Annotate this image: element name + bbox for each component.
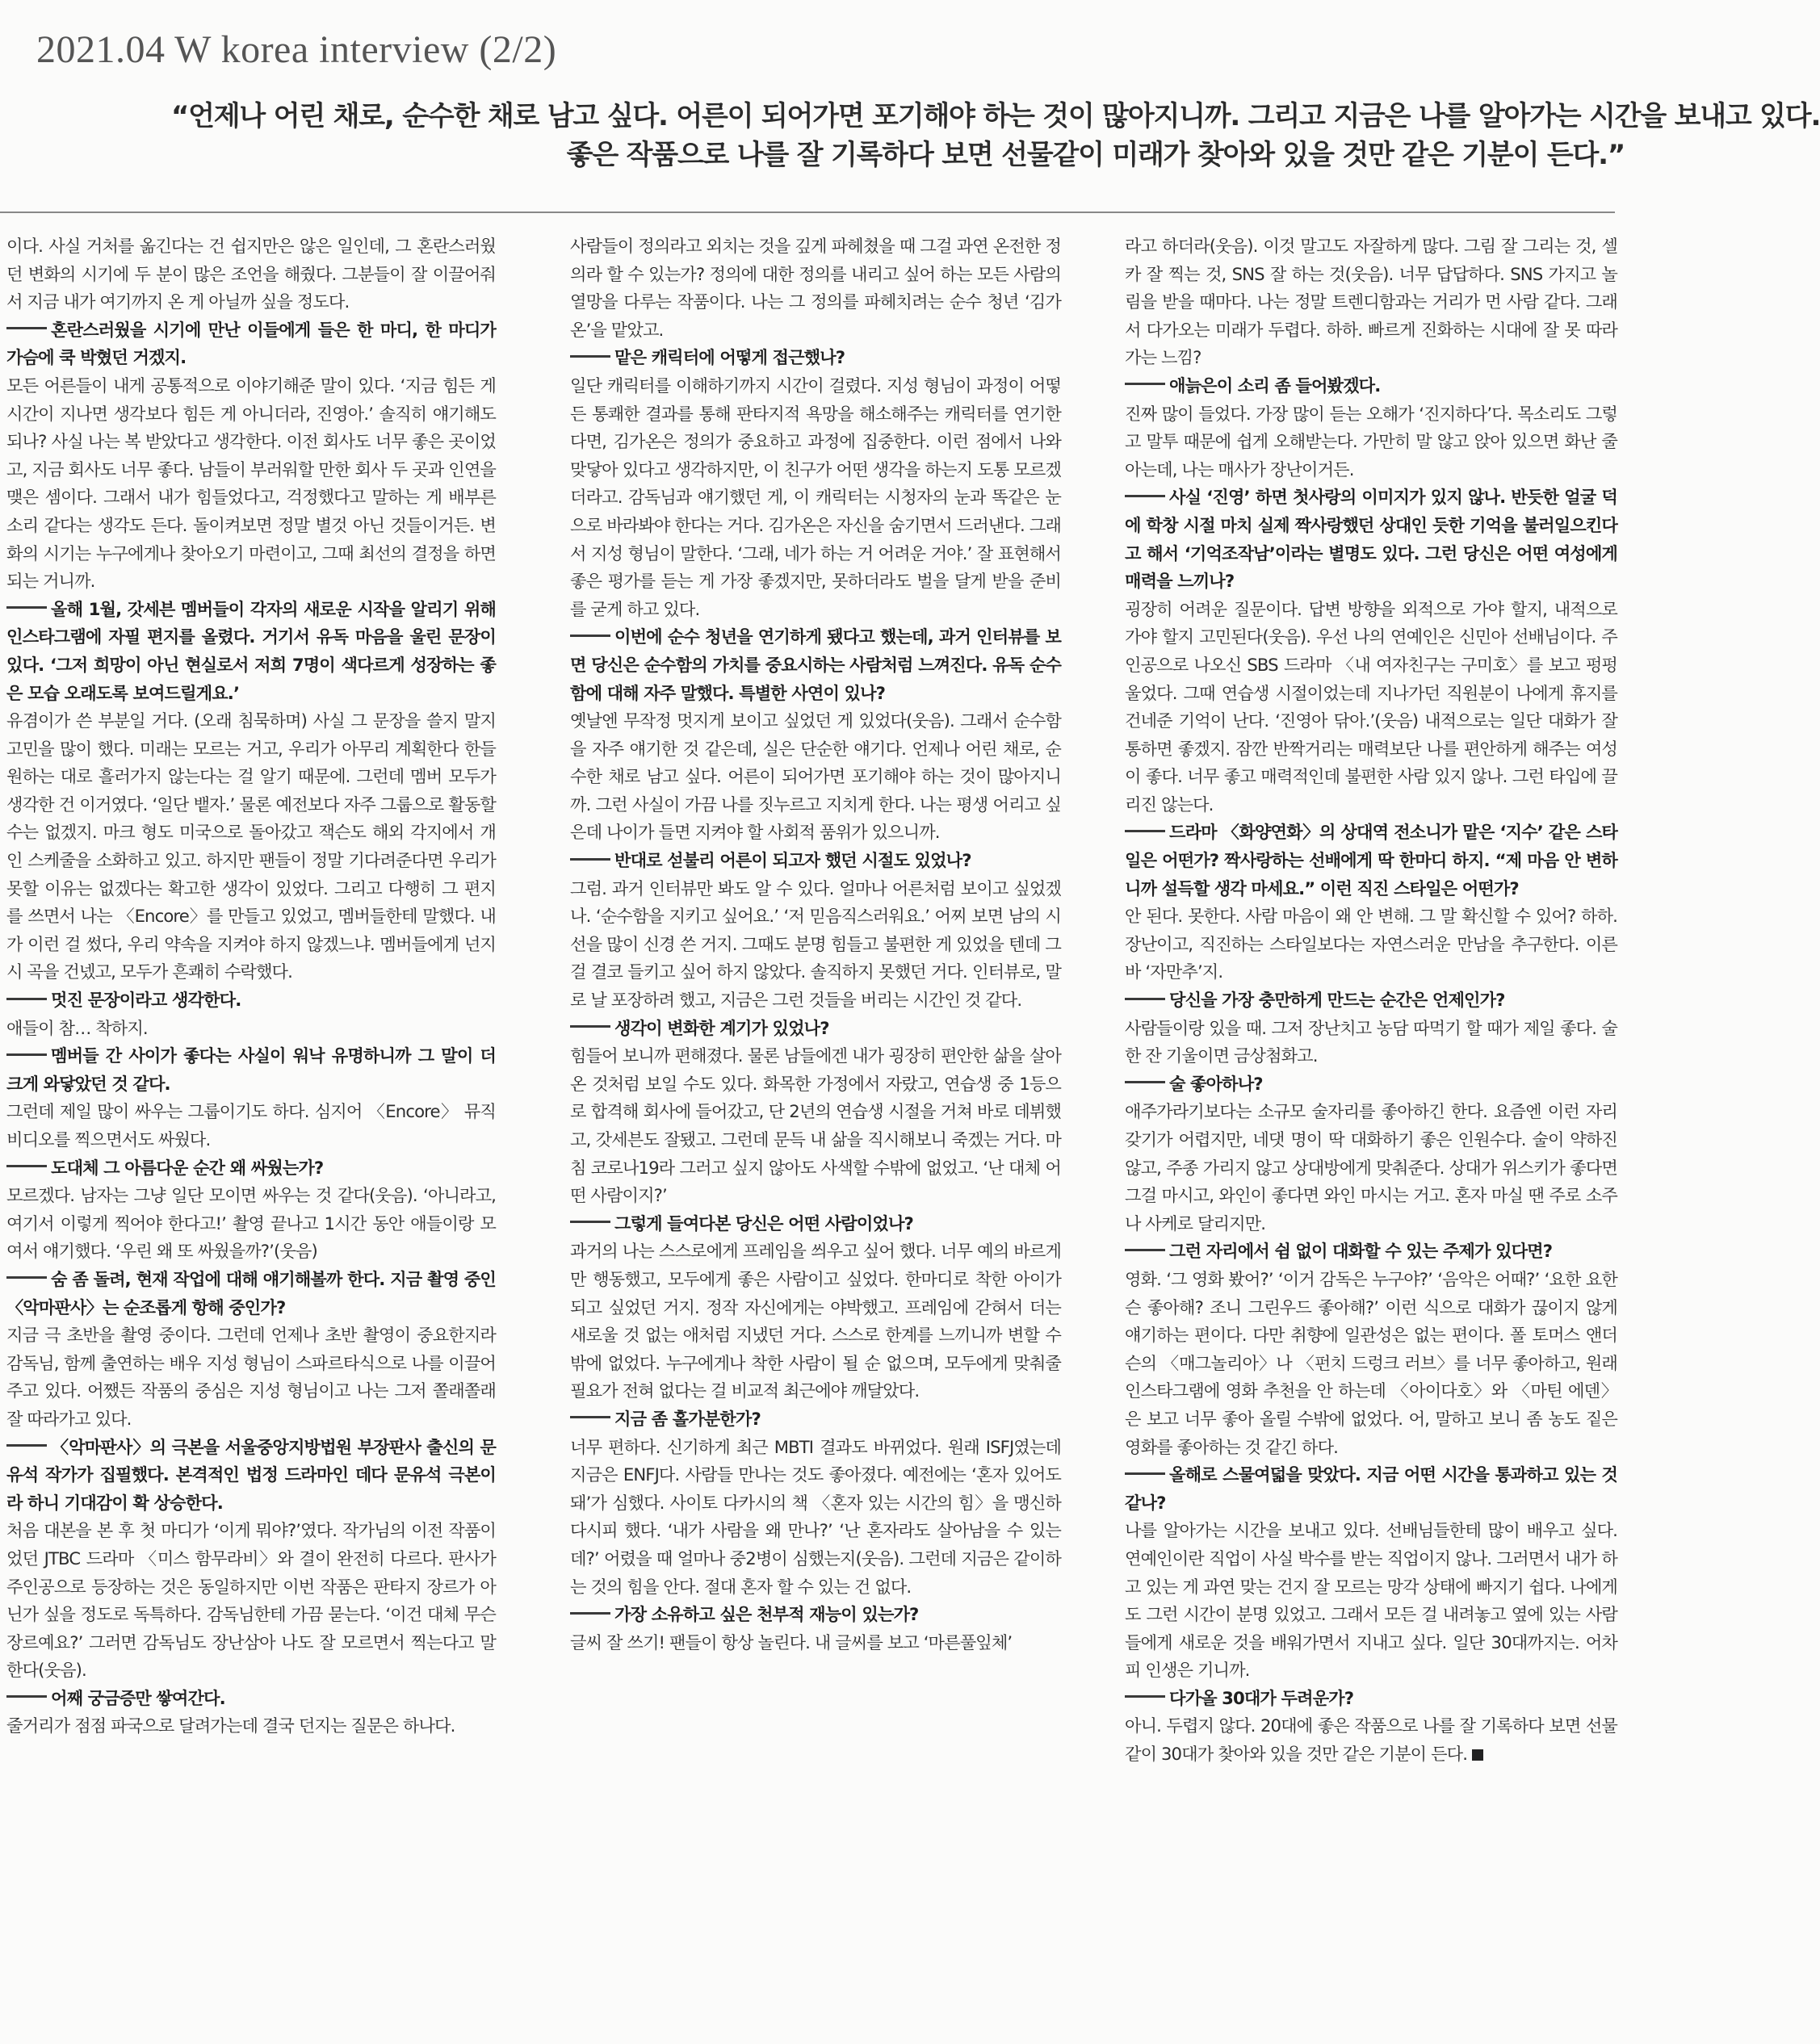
interview-question (6, 596, 496, 707)
interview-question (6, 1154, 496, 1183)
interview-answer (570, 232, 1061, 344)
question-text: 숨 좀 돌려, 현재 작업에 대해 얘기해볼까 한다. 지금 촬영 중인 〈악마판사〉는 순조롭게 항해 중인가? (6, 1268, 496, 1317)
answer-text: 굉장히 어려운 질문이다. 답변 방향을 외적으로 가야 할지, 내적으로 가야 할지 고민된다(웃음). 우선 나의 연예인은 신민아 선배님이다. 주인공으로 나오신 SBS 드라마 〈내 여자친구는 구미호〉를 보고 펑펑 울었다. 그때 연습생 시절이었는데 지나가던 직원분이 나에게 휴지를 건네준 기억이 난다. ‘진영아 닦아.’(웃음) 내적으로는 일단 대화가 잘 통하면 좋겠지. 잠깐 반짝거리는 매력보단 나를 편안하게 해주는 여성이 좋다. 너무 좋고 매력적인데 불편한 사람 있지 않나. 그런 타입에 끌리진 않는다. (1125, 598, 1617, 815)
answer-text: 이다. 사실 거처를 옮긴다는 건 쉽지만은 않은 일인데, 그 혼란스러웠던 변화의 시기에 두 분이 많은 조언을 해줬다. 그분들이 잘 이끌어줘서 지금 내가 여기까지 온 게 아닐까 싶을 정도다. (6, 236, 496, 312)
interview-answer (6, 1015, 496, 1043)
question-dash (1125, 1695, 1165, 1698)
question-dash (6, 1276, 47, 1279)
question-dash (570, 858, 610, 861)
interview-question (570, 1015, 1061, 1043)
answer-text: 처음 대본을 본 후 첫 마디가 ‘이게 뭐야?’였다. 작가님의 이전 작품이었던 JTBC 드라마 〈미스 함무라비〉와 결이 완전히 다르다. 판사가 주인공으로 등장하는 것은 동일하지만 이번 작품은 판타지 장르가 아닌가 싶을 정도로 독특하다. 감독님한테 가끔 묻는다. ‘이건 대체 무슨 장르예요?’ 그러면 감독님도 장난삼아 나도 잘 모르면서 찍는다고 말한다(웃음). (6, 1520, 496, 1681)
question-dash (1125, 998, 1165, 1000)
question-dash (570, 635, 610, 637)
interview-answer (570, 372, 1061, 623)
question-text: 어째 궁금증만 쌓여간다. (51, 1687, 225, 1708)
interview-answer (1125, 903, 1617, 986)
answer-text: 그런데 제일 많이 싸우는 그룹이기도 하다. 심지어 〈Encore〉 뮤직비디오를 찍으면서도 싸웠다. (6, 1101, 496, 1150)
question-dash (1125, 383, 1165, 385)
question-text: 애늙은이 소리 좀 들어봤겠다. (1169, 375, 1381, 396)
interview-answer (1125, 1098, 1617, 1238)
question-dash (6, 998, 47, 1000)
question-dash (1125, 495, 1165, 497)
interview-question (1125, 1461, 1617, 1517)
question-dash (6, 327, 47, 329)
answer-text: 그럼. 과거 인터뷰만 봐도 알 수 있다. 얼마나 어른처럼 보이고 싶었겠나. ‘순수함을 지키고 싶어요.’ ‘저 믿음직스러워요.’ 어찌 보면 남의 시선을 많이 신경 쓴 거지. 그때도 분명 힘들고 불편한 게 있었을 텐데 그걸 결코 들키고 싶어 하지 않았다. 솔직하지 못했던 거다. 인터뷰로, 말로 날 포장하려 했고, 지금은 그런 것들을 버리는 시간인 것 같다. (570, 877, 1061, 1011)
question-text: 술 좋아하나? (1169, 1073, 1263, 1094)
question-text: 이번에 순수 청년을 연기하게 됐다고 했는데, 과거 인터뷰를 보면 당신은 순수함의 가치를 중요시하는 사람처럼 느껴진다. 유독 순수함에 대해 자주 말했다. 특별한 사연이 있나? (570, 626, 1061, 703)
question-dash (6, 606, 47, 609)
interview-answer (570, 1629, 1061, 1657)
question-dash (570, 355, 610, 358)
answer-text: 모든 어른들이 내게 공통적으로 이야기해준 말이 있다. ‘지금 힘든 게 시간이 지나면 생각보다 힘든 게 아니더라, 진영아.’ 솔직히 얘기해도 되나? 사실 나는 복 받았다고 생각한다. 이전 회사도 너무 좋은 곳이었고, 지금 회사도 너무 좋다. 남들이 부러워할 만한 회사 두 곳과 인연을 맺은 셈이다. 그래서 내가 힘들었다고, 걱정했다고 말하는 게 배부른 소리 같다는 생각도 든다. 돌이켜보면 정말 별것 아닌 것들이거든. 변화의 시기는 누구에게나 찾아오기 마련이고, 그때 최선의 결정을 하면 되는 거니까. (6, 375, 496, 592)
interview-question (1125, 1238, 1617, 1266)
interview-question (570, 1210, 1061, 1238)
question-text: 반대로 섣불리 어른이 되고자 했던 시절도 있었나? (614, 850, 971, 871)
question-text: 지금 좀 홀가분한가? (614, 1408, 761, 1429)
interview-question (570, 1405, 1061, 1434)
question-text: 올해로 스물여덟을 맞았다. 지금 어떤 시간을 통과하고 있는 것 같나? (1125, 1464, 1617, 1513)
question-text: 당신을 가장 충만하게 만드는 순간은 언제인가? (1169, 990, 1505, 1011)
answer-text: 애주가라기보다는 소규모 술자리를 좋아하긴 한다. 요즘엔 이런 자리 갖기가 어렵지만, 네댓 명이 딱 대화하기 좋은 인원수다. 술이 약하진 않고, 주종 가리지 않고 상대방에게 맞춰준다. 상대가 위스키가 좋다면 그걸 마시고, 와인이 좋다면 와인 마시는 거고. 혼자 마실 땐 주로 소주나 사케로 달리지만. (1125, 1101, 1617, 1234)
interview-answer (6, 372, 496, 596)
text-column-3 (1125, 232, 1617, 2033)
answer-text: 사람들이랑 있을 때. 그저 장난치고 농담 따먹기 할 때가 제일 좋다. 술 한 잔 기울이면 금상첨화고. (1125, 1017, 1617, 1066)
answer-text: 나를 알아가는 시간을 보내고 있다. 선배님들한테 많이 배우고 싶다. 연예인이란 직업이 사실 박수를 받는 직업이지 않나. 그러면서 내가 하고 있는 게 과연 맞는 건지 잘 모르는 망각 상태에 빠지기 쉽다. 나에게도 그런 시간이 분명 있었고. 그래서 모든 걸 내려놓고 옆에 있는 사람들에게 새로운 것을 배워가면서 지내고 싶다. 일단 30대까지는. 어차피 인생은 기니까. (1125, 1520, 1617, 1681)
interview-question (570, 1601, 1061, 1629)
question-text: 다가올 30대가 두려운가? (1169, 1687, 1354, 1708)
question-dash (570, 1221, 610, 1223)
question-dash (1125, 830, 1165, 832)
question-dash (6, 1444, 47, 1447)
answer-text: 안 된다. 못한다. 사람 마음이 왜 안 변해. 그 말 확신할 수 있어? 하하. 장난이고, 직진하는 스타일보다는 자연스러운 만남을 추구한다. 이른바 ‘자만추’지. (1125, 906, 1617, 982)
question-text: 그렇게 들여다본 당신은 어떤 사람이었나? (614, 1213, 913, 1234)
answer-text: 일단 캐릭터를 이해하기까지 시간이 걸렸다. 지성 형님이 과정이 어떻든 통쾌한 결과를 통해 판타지적 욕망을 해소해주는 캐릭터를 연기한다면, 김가온은 정의가 중요하고 과정에 집중한다. 이런 점에서 나와 맞닿아 있다고 생각하지만, 이 친구가 어떤 생각을 하는지 도통 모르겠더라고. 감독님과 얘기했던 게, 이 캐릭터는 시청자의 눈과 똑같은 눈으로 바라봐야 한다는 거다. 김가온은 자신을 숨기면서 드러낸다. 그래서 지성 형님이 말한다. ‘그래, 네가 하는 거 어려운 거야.’ 잘 표현해서 좋은 평가를 듣는 게 가장 좋겠지만, 못하더라도 벌을 달게 받을 준비를 굳게 하고 있다. (570, 375, 1061, 619)
answer-text: 라고 하더라(웃음). 이것 말고도 자잘하게 많다. 그림 잘 그리는 것, 셀카 잘 찍는 것, SNS 잘 하는 것(웃음). 너무 답답하다. SNS 가지고 놀림을 받을 때마다. 나는 정말 트렌디함과는 거리가 먼 사람 같다. 그래서 다가오는 미래가 두렵다. 하하. 빠르게 진화하는 시대에 잘 못 따라가는 느낌? (1125, 236, 1617, 368)
pull-quote (171, 97, 1820, 174)
question-text: 도대체 그 아름다운 순간 왜 싸웠는가? (51, 1157, 324, 1178)
answer-text: 유겸이가 쓴 부분일 거다. (오래 침묵하며) 사실 그 문장을 쓸지 말지 고민을 많이 했다. 미래는 모르는 거고, 우리가 아무리 계획한다 한들 원하는 대로 흘러가지 않는다는 걸 알기 때문에. 그런데 멤버 모두가 생각한 건 이거였다. ‘일단 뱉자.’ 물론 예전보다 자주 그룹으로 활동할 수는 없겠지. 마크 형도 미국으로 돌아갔고 잭슨도 해외 각지에서 개인 스케줄을 소화하고 있고. 하지만 팬들이 정말 기다려준다면 우리가 못할 이유는 없겠다는 확고한 생각이 있었다. 그리고 다행히 그 편지를 쓰면서 나는 〈Encore〉를 만들고 있었고, 멤버들한테 말했다. 내가 이런 걸 썼다, 우리 약속을 지켜야 하지 않겠느냐. 멤버들에게 넌지시 곡을 건넸고, 모두가 흔쾌히 수락했다. (6, 710, 496, 982)
interview-question (570, 344, 1061, 372)
answer-text: 진짜 많이 들었다. 가장 많이 듣는 오해가 ‘진지하다’다. 목소리도 그렇고 말투 때문에 쉽게 오해받는다. 가만히 말 않고 앉아 있으면 화난 줄 아는데, 나는 매사가 장난이거든. (1125, 403, 1617, 480)
interview-question (6, 1266, 496, 1321)
answer-text: 옛날엔 무작정 멋지게 보이고 싶었던 게 있었다(웃음). 그래서 순수함을 자주 얘기한 것 같은데, 실은 단순한 얘기다. 언제나 어린 채로, 순수한 채로 남고 싶다. 어른이 되어가면 포기해야 하는 것이 많아지니까. 그런 사실이 가끔 나를 짓누르고 지치게 한다. 나는 평생 어리고 싶은데 나이가 들면 지켜야 할 사회적 품위가 있으니까. (570, 710, 1061, 843)
question-dash (1125, 1249, 1165, 1251)
interview-answer (6, 1098, 496, 1154)
question-text: 그런 자리에서 쉼 없이 대화할 수 있는 주제가 있다면? (1169, 1241, 1553, 1262)
interview-answer (6, 1517, 496, 1685)
interview-question (6, 316, 496, 372)
header-divider (0, 212, 1615, 213)
answer-text: 아니. 두렵지 않다. 20대에 좋은 작품으로 나를 잘 기록하다 보면 선물같이 30대가 찾아와 있을 것만 같은 기분이 든다. (1125, 1715, 1617, 1765)
interview-question (570, 623, 1061, 707)
answer-text: 모르겠다. 남자는 그냥 일단 모이면 싸우는 것 같다(웃음). ‘아니라고, 여기서 이렇게 찍어야 한다고!’ 촬영 끝나고 1시간 동안 애들이랑 모여서 얘기했다. ‘우린 왜 또 싸웠을까?’(웃음) (6, 1185, 496, 1262)
page-title: 2021.04 W korea interview (2/2) (36, 28, 557, 71)
interview-answer (6, 232, 496, 316)
answer-text: 너무 편하다. 신기하게 최근 MBTI 결과도 바뀌었다. 원래 ISFJ였는데 지금은 ENFJ다. 사람들 만나는 것도 좋아졌다. 예전에는 ‘혼자 있어도 돼’가 심했다. 사이토 다카시의 책 〈혼자 있는 시간의 힘〉을 맹신하다시피 했다. ‘내가 사람을 왜 만나?’ ‘난 혼자라도 살아남을 수 있는데?’ 어렸을 때 얼마나 중2병이 심했는지(웃음). 그런데 지금은 같이하는 것의 힘을 안다. 절대 혼자 할 수 있는 건 없다. (570, 1436, 1061, 1597)
interview-question (6, 1042, 496, 1098)
interview-question (1125, 484, 1617, 595)
interview-answer (1125, 1015, 1617, 1070)
question-dash (570, 1612, 610, 1615)
interview-question (6, 1685, 496, 1713)
interview-answer (570, 1434, 1061, 1602)
interview-answer (6, 707, 496, 986)
answer-text: 글씨 잘 쓰기! 팬들이 항상 놀린다. 내 글씨를 보고 ‘마른풀잎체’ (570, 1631, 1013, 1652)
interview-answer (570, 707, 1061, 847)
question-dash (1125, 1081, 1165, 1083)
interview-answer (6, 1712, 496, 1740)
interview-question (570, 847, 1061, 875)
interview-question (6, 986, 496, 1015)
interview-answer (570, 875, 1061, 1015)
interview-answer (1125, 400, 1617, 484)
interview-answer (1125, 1712, 1617, 1768)
answer-text: 애들이 참… 착하지. (6, 1017, 148, 1038)
question-dash (570, 1025, 610, 1028)
question-text: 멤버들 간 사이가 좋다는 사실이 워낙 유명하니까 그 말이 더 크게 와닿았던 것 같다. (6, 1045, 496, 1094)
answer-text: 지금 극 초반을 촬영 중이다. 그런데 언제나 초반 촬영이 중요한지라 감독님, 함께 출연하는 배우 지성 형님이 스파르타식으로 나를 이끌어주고 있다. 어쨌든 작품의 중심은 지성 형님이고 나는 그저 쫄래쫄래 잘 따라가고 있다. (6, 1325, 496, 1429)
question-dash (6, 1165, 47, 1167)
interview-answer (6, 1321, 496, 1433)
question-dash (6, 1053, 47, 1056)
interview-answer (1125, 596, 1617, 819)
answer-text: 영화. ‘그 영화 봤어?’ ‘이거 감독은 누구야?’ ‘음악은 어때?’ ‘요한 요한슨 좋아해? 조니 그린우드 좋아해?’ 이런 식으로 대화가 끊이지 않게 얘기하는 편이다. 다만 취향에 일관성은 없는 편이다. 폴 토머스 앤더슨의 〈매그놀리아〉나 〈펀치 드렁크 러브〉를 너무 좋아하고, 원래 인스타그램에 영화 추천을 안 하는데 〈아이다호〉와 〈마틴 에덴〉은 보고 너무 좋아 올릴 수밖에 없었다. 어, 말하고 보니 좀 농도 짙은 영화를 좋아하는 것 같긴 하다. (1125, 1268, 1617, 1457)
interview-question (1125, 986, 1617, 1015)
interview-answer (570, 1042, 1061, 1210)
question-dash (570, 1416, 610, 1418)
question-dash (6, 1695, 47, 1698)
pull-quote-line-1: “언제나 어린 채로, 순수한 채로 남고 싶다. 어른이 되어가면 포기해야 하는 것이 많아지니까. 그리고 지금은 나를 알아가는 시간을 보내고 있다. (171, 100, 1820, 132)
interview-question (1125, 1685, 1617, 1713)
question-text: 생각이 변화한 계기가 있었나? (614, 1017, 829, 1038)
question-text: 맡은 캐릭터에 어떻게 접근했나? (614, 347, 845, 368)
interview-question (1125, 819, 1617, 903)
interview-answer (570, 1238, 1061, 1405)
interview-question (1125, 1070, 1617, 1099)
text-column-2 (570, 232, 1061, 2033)
interview-question (1125, 372, 1617, 400)
text-column-1 (6, 232, 496, 2033)
interview-answer (1125, 1517, 1617, 1685)
interview-answer (1125, 1266, 1617, 1461)
interview-answer (1125, 232, 1617, 372)
pull-quote-line-2: 좋은 작품으로 나를 잘 기록하다 보면 선물같이 미래가 찾아와 있을 것만 같은 기분이 든다.” (566, 139, 1625, 171)
question-text: 〈악마판사〉의 극본을 서울중앙지방법원 부장판사 출신의 문유석 작가가 집필했다. 본격적인 법정 드라마인 데다 문유석 극본이라 하니 기대감이 확 상승한다. (6, 1436, 496, 1513)
question-text: 올해 1월, 갓세븐 멤버들이 각자의 새로운 시작을 알리기 위해 인스타그램에 자필 편지를 올렸다. 거기서 유독 마음을 울린 문장이 있다. ‘그저 희망이 아닌 현실로서 저희 7명이 색다르게 성장하는 좋은 모습 오래도록 보여드릴게요.’ (6, 598, 496, 703)
question-text: 가장 소유하고 싶은 천부적 재능이 있는가? (614, 1604, 919, 1625)
answer-text: 과거의 나는 스스로에게 프레임을 씌우고 싶어 했다. 너무 예의 바르게만 행동했고, 모두에게 좋은 사람이고 싶었다. 한마디로 착한 아이가 되고 싶었던 거지. 정작 자신에게는 야박했고. 프레임에 갇혀서 더는 새로울 것 없는 애처럼 지냈던 거다. 스스로 한계를 느끼니까 변할 수밖에 없었다. 누구에게나 착한 사람이 될 순 없으며, 모두에게 맞춰줄 필요가 전혀 없다는 걸 비교적 최근에야 깨달았다. (570, 1241, 1061, 1401)
answer-text: 줄거리가 점점 파국으로 달려가는데 결국 던지는 질문은 하나다. (6, 1715, 455, 1736)
question-text: 드라마 〈화양연화〉의 상대역 전소니가 맡은 ‘지수’ 같은 스타일은 어떤가? 짝사랑하는 선배에게 딱 한마디 하지. “제 마음 안 변하니까 설득할 생각 마세요.” 이런 직진 스타일은 어떤가? (1125, 822, 1617, 898)
interview-question (6, 1434, 496, 1518)
question-text: 사실 ‘진영’ 하면 첫사랑의 이미지가 있지 않나. 반듯한 얼굴 덕에 학창 시절 마치 실제 짝사랑했던 상대인 듯한 기억을 불러일으킨다고 해서 ‘기억조작남’이라는 별명도 있다. 그런 당신은 어떤 여성에게 매력을 느끼나? (1125, 487, 1617, 592)
answer-text: 사람들이 정의라고 외치는 것을 깊게 파헤쳤을 때 그걸 과연 온전한 정의라 할 수 있는가? 정의에 대한 정의를 내리고 싶어 하는 모든 사람의 열망을 다루는 작품이다. 나는 그 정의를 파헤치려는 순수 청년 ‘김가온’을 맡았고. (570, 236, 1061, 340)
interview-answer (6, 1182, 496, 1266)
question-text: 혼란스러웠을 시기에 만난 이들에게 들은 한 마디, 한 마디가 가슴에 쿡 박혔던 거겠지. (6, 319, 496, 368)
question-dash (1125, 1472, 1165, 1475)
end-mark-icon (1472, 1749, 1483, 1761)
question-text: 멋진 문장이라고 생각한다. (51, 990, 241, 1011)
answer-text: 힘들어 보니까 편해졌다. 물론 남들에겐 내가 굉장히 편안한 삶을 살아온 것처럼 보일 수도 있다. 화목한 가정에서 자랐고, 연습생 중 1등으로 합격해 회사에 들어갔고, 단 2년의 연습생 시절을 거쳐 바로 데뷔했고, 갓세븐도 잘됐고. 그런데 문득 내 삶을 직시해보니 죽겠는 거다. 마침 코로나19라 그러고 싶지 않아도 사색할 수밖에 없었고. ‘난 대체 어떤 사람이지?’ (570, 1045, 1061, 1206)
